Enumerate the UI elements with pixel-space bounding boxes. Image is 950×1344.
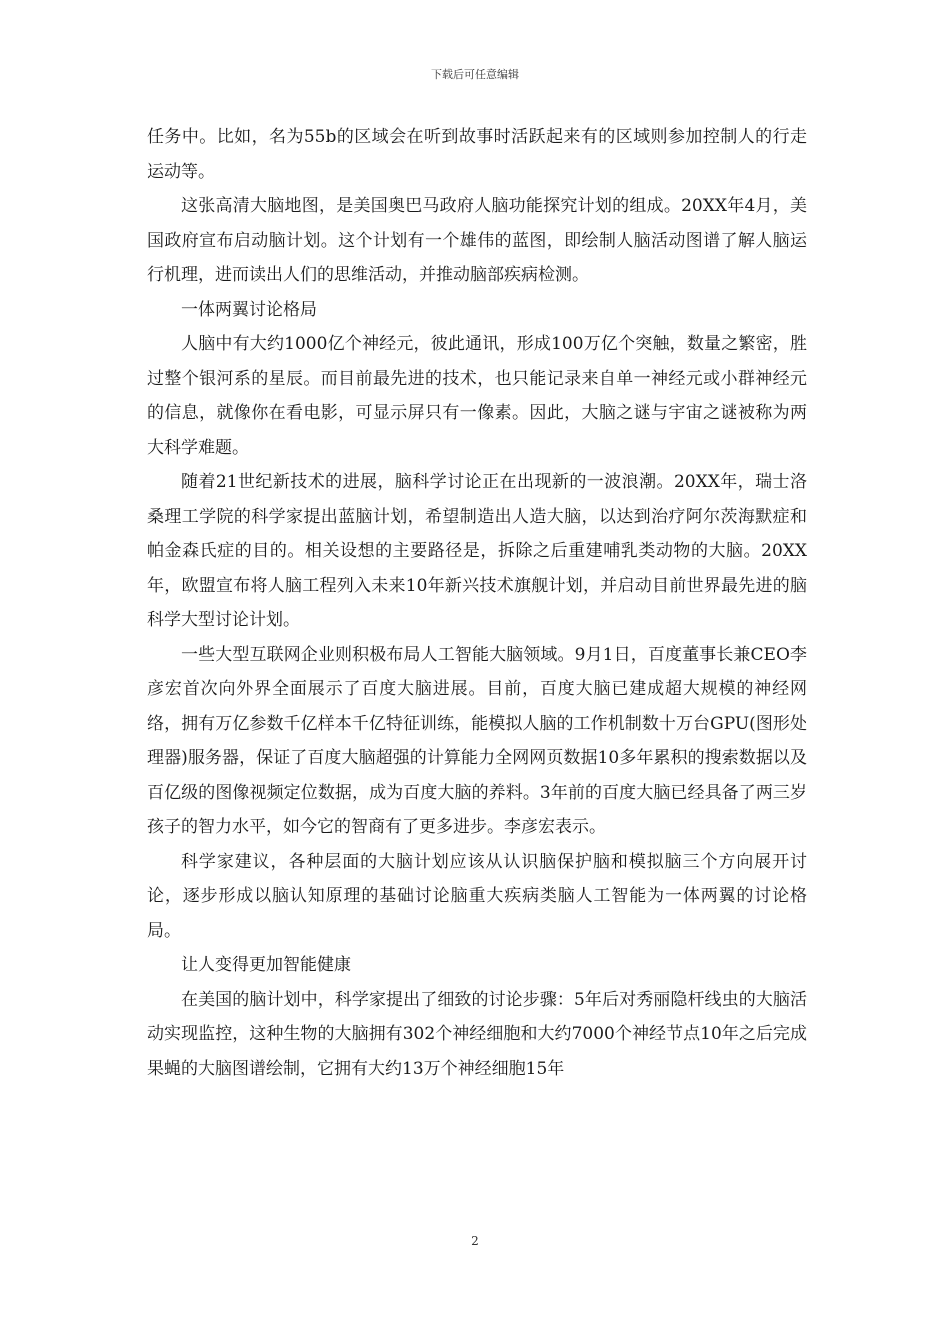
paragraph: 科学家建议，各种层面的大脑计划应该从认识脑保护脑和模拟脑三个方向展开讨论，逐步形成以脑认知原理的基础讨论脑重大疾病类脑人工智能为一体两翼的讨论格局。	[147, 851, 807, 941]
page-number: 2	[471, 1234, 479, 1248]
paragraph: 随着21世纪新技术的进展，脑科学讨论正在出现新的一波浪潮。20XX年，瑞士洛桑理工学院的科学家提出蓝脑计划，希望制造出人造大脑，以达到治疗阿尔茨海默症和帕金森氏症的目的。相关设想的主要路径是，拆除之后重建哺乳类动物的大脑。20XX年，欧盟宣布将人脑工程列入未来10年新兴技术旗舰计划，并启动目前世界最先进的脑科学大型讨论计划。	[147, 472, 807, 630]
paragraph-continuation: 任务中。比如，名为55b的区域会在听到故事时活跃起来有的区域则参加控制人的行走运动等。	[147, 127, 807, 182]
paragraph: 人脑中有大约1000亿个神经元，彼此通讯，形成100万亿个突触，数量之繁密，胜过整个银河系的星辰。而目前最先进的技术，也只能记录来自单一神经元或小群神经元的信息，就像你在看电影，可显示屏只有一像素。因此，大脑之谜与宇宙之谜被称为两大科学难题。	[147, 334, 807, 458]
paragraph: 在美国的脑计划中，科学家提出了细致的讨论步骤：5年后对秀丽隐杆线虫的大脑活动实现监控，这种生物的大脑拥有302个神经细胞和大约7000个神经节点10年之后完成果蝇的大脑图谱绘制，它拥有大约13万个神经细胞15年	[147, 989, 807, 1079]
article-body	[147, 120, 807, 1086]
paragraph: 这张高清大脑地图，是美国奥巴马政府人脑功能探究计划的组成。20XX年4月，美国政府宣布启动脑计划。这个计划有一个雄伟的蓝图，即绘制人脑活动图谱了解人脑运行机理，进而读出人们的思维活动，并推动脑部疾病检测。	[147, 196, 807, 285]
section-heading: 让人变得更加智能健康	[181, 955, 351, 975]
section-heading: 一体两翼讨论格局	[181, 299, 317, 320]
page-header: 下载后可任意编辑	[431, 68, 519, 81]
paragraph: 一些大型互联网企业则积极布局人工智能大脑领域。9月1日，百度董事长兼CEO李彦宏首次向外界全面展示了百度大脑进展。目前，百度大脑已建成超大规模的神经网络，拥有万亿参数千亿样本千亿特征训练，能模拟人脑的工作机制数十万台GPU(图形处理器)服务器，保证了百度大脑超强的计算能力全网网页数据10多年累积的搜索数据以及百亿级的图像视频定位数据，成为百度大脑的养料。3年前的百度大脑已经具备了两三岁孩子的智力水平，如今它的智商有了更多进步。李彦宏表示。	[147, 644, 807, 837]
